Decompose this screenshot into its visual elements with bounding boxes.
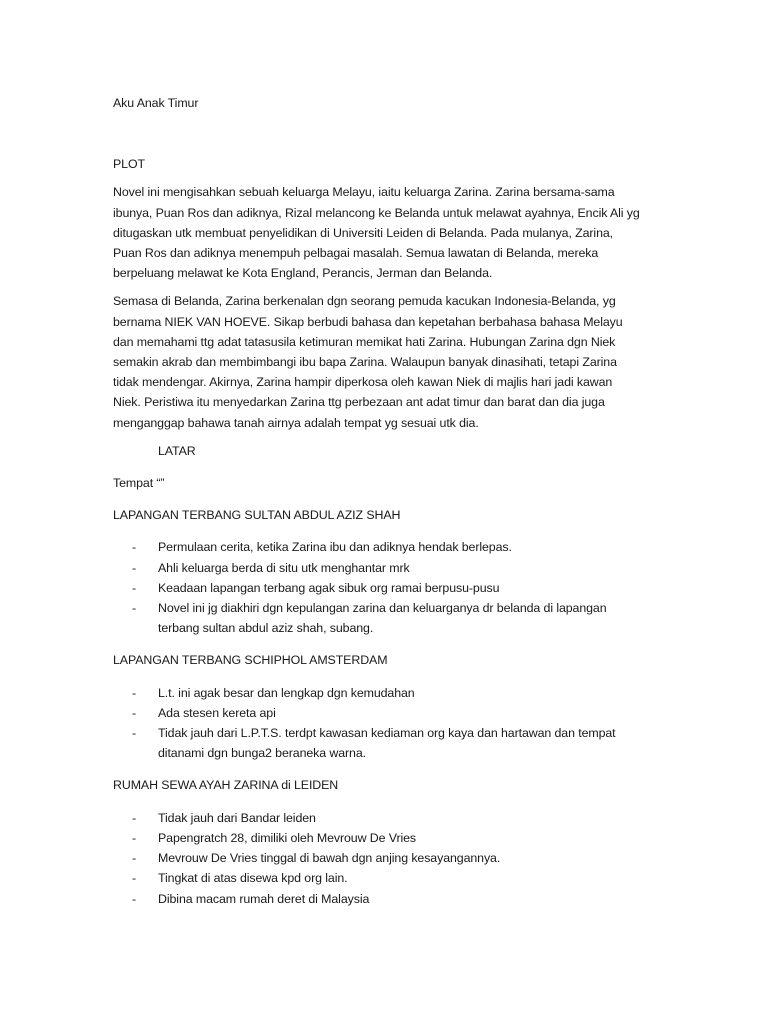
bullet-dash: - bbox=[132, 580, 137, 595]
bullet-list-lt-sultan-abdul-aziz-shah bbox=[113, 537, 643, 638]
list-item-text: Novel ini jg diakhiri dgn kepulangan zarina dan keluarganya dr belanda di lapangan terbang sultan abdul aziz shah, subang. bbox=[158, 601, 607, 636]
list-item bbox=[113, 683, 643, 703]
plot-paragraph-2: Semasa di Belanda, Zarina berkenalan dgn seorang pemuda kacukan Indonesia-Belanda, yg bernama NIEK VAN HOEVE. Sikap berbudi bahasa dan kepetahan berbahasa bahasa Melayu dan memahami ttg adat tatasusila ketimuran memikat hati Zarina. Hubungan Zarina dgn Niek semakin akrab dan membimbangi ibu bapa Zarina. Walaupun banyak dinasihati, tetapi Zarina tidak mendengar. Akirnya, Zarina hampir diperkosa oleh kawan Niek di majlis hari jadi kawan Niek. Peristiwa itu menyedarkan Zarina ttg perbezaan ant adat timur dan barat dan dia juga menganggap bahawa tanah airnya adalah tempat yg sesuai utk dia. bbox=[113, 294, 623, 430]
bullet-list-lt-schiphol-amsterdam bbox=[113, 683, 643, 764]
latar-heading: LATAR bbox=[158, 443, 196, 458]
document-title: Aku Anak Timur bbox=[113, 96, 199, 110]
list-item bbox=[113, 723, 643, 763]
list-item-text: Ada stesen kereta api bbox=[158, 705, 276, 720]
list-item bbox=[113, 889, 643, 909]
list-item bbox=[113, 537, 643, 557]
list-item-text: Tingkat di atas disewa kpd org lain. bbox=[158, 871, 348, 886]
list-item bbox=[113, 848, 643, 868]
bullet-dash: - bbox=[132, 830, 137, 845]
list-item bbox=[113, 868, 643, 888]
list-item-text: Permulaan cerita, ketika Zarina ibu dan adiknya hendak berlepas. bbox=[158, 540, 512, 555]
list-item-text: Keadaan lapangan terbang agak sibuk org ramai berpusu-pusu bbox=[158, 580, 500, 595]
bullet-list-rumah-sewa-leiden bbox=[113, 808, 643, 909]
list-item bbox=[113, 558, 643, 578]
list-item bbox=[113, 828, 643, 848]
tempat-label: Tempat “” bbox=[113, 476, 165, 491]
bullet-dash: - bbox=[132, 601, 137, 616]
bullet-dash: - bbox=[132, 726, 137, 741]
list-item-text: Mevrouw De Vries tinggal di bawah dgn anjing kesayangannya. bbox=[158, 851, 501, 866]
list-item-text: Dibina macam rumah deret di Malaysia bbox=[158, 891, 370, 906]
bullet-dash: - bbox=[132, 560, 137, 575]
bullet-dash: - bbox=[132, 685, 137, 700]
section-heading-lt-schiphol-amsterdam: LAPANGAN TERBANG SCHIPHOL AMSTERDAM bbox=[113, 653, 388, 668]
list-item-text: Papengratch 28, dimiliki oleh Mevrouw De Vries bbox=[158, 830, 417, 845]
plot-paragraph-1: Novel ini mengisahkan sebuah keluarga Melayu, iaitu keluarga Zarina. Zarina bersama-sama ibunya, Puan Ros dan adiknya, Rizal melancong ke Belanda untuk melawat ayahnya, Encik Ali yg ditugaskan utk membuat penyelidikan di Universiti Leiden di Belanda. Pada mulanya, Zarina, Puan Ros dan adiknya menempuh pelbagai masalah. Semua lawatan di Belanda, mereka berpeluang melawat ke Kota England, Perancis, Jerman dan Belanda. bbox=[113, 185, 640, 281]
section-heading-lt-sultan-abdul-aziz-shah: LAPANGAN TERBANG SULTAN ABDUL AZIZ SHAH bbox=[113, 508, 401, 523]
list-item-text: Ahli keluarga berda di situ utk menghantar mrk bbox=[158, 560, 410, 575]
bullet-dash: - bbox=[132, 810, 137, 825]
bullet-dash: - bbox=[132, 851, 137, 866]
list-item-text: Tidak jauh dari Bandar leiden bbox=[158, 810, 316, 825]
section-heading-rumah-sewa-leiden: RUMAH SEWA AYAH ZARINA di LEIDEN bbox=[113, 778, 339, 793]
list-item-text: Tidak jauh dari L.P.T.S. terdpt kawasan kediaman org kaya dan hartawan dan tempat ditanami dgn bunga2 beraneka warna. bbox=[158, 726, 616, 761]
bullet-dash: - bbox=[132, 891, 137, 906]
list-item bbox=[113, 578, 643, 598]
bullet-dash: - bbox=[132, 871, 137, 886]
list-item bbox=[113, 598, 643, 638]
plot-heading: PLOT bbox=[113, 157, 145, 172]
list-item-text: L.t. ini agak besar dan lengkap dgn kemudahan bbox=[158, 685, 415, 700]
bullet-dash: - bbox=[132, 540, 137, 555]
bullet-dash: - bbox=[132, 705, 137, 720]
list-item bbox=[113, 808, 643, 828]
list-item bbox=[113, 703, 643, 723]
document-body bbox=[113, 93, 643, 921]
